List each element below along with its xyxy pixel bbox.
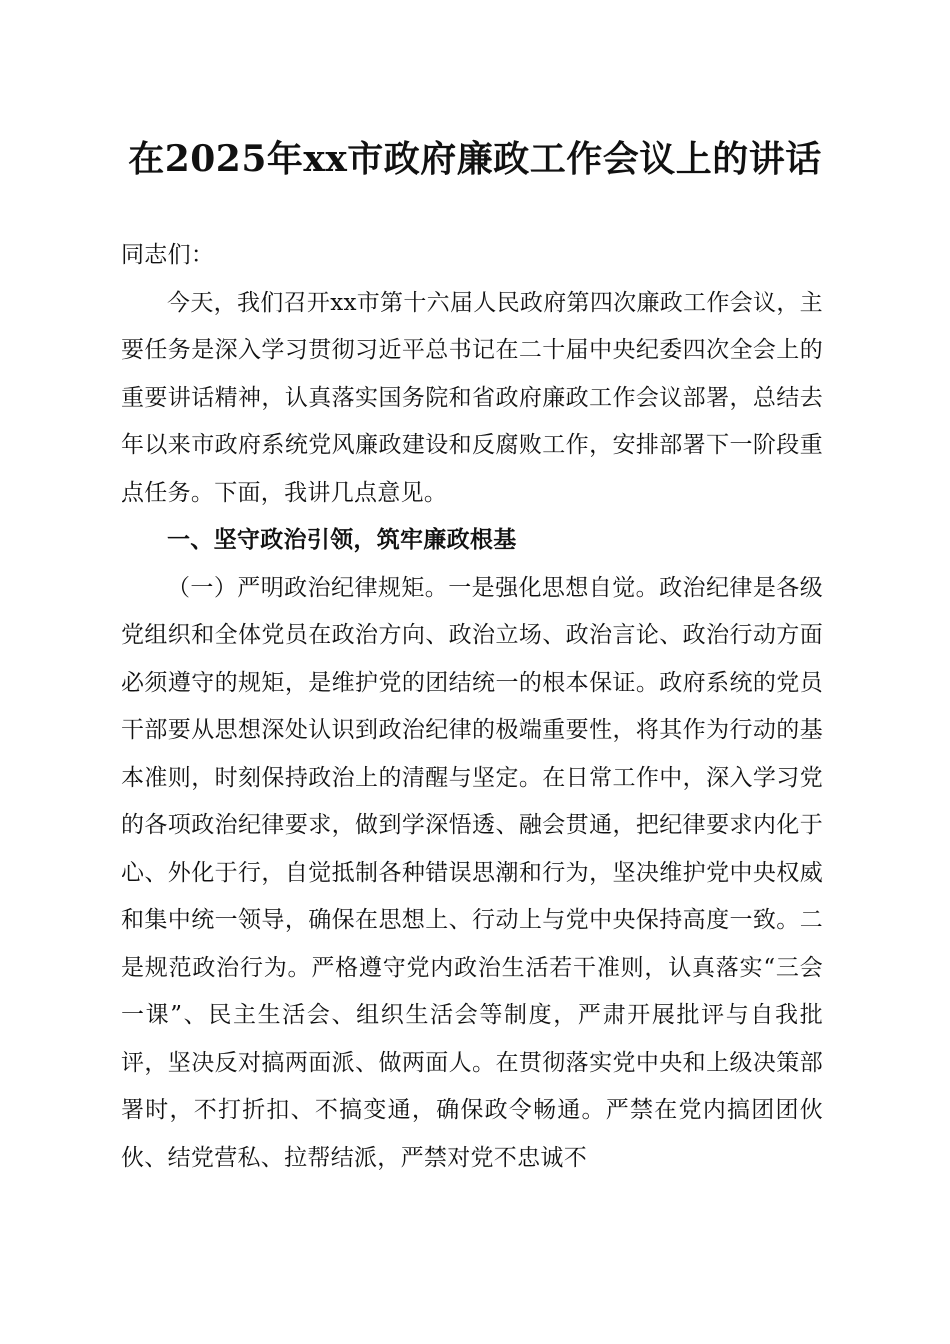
section-heading-1: 一、坚守政治引领，筑牢廉政根基 [167,527,517,553]
subsection-heading-1: （一）严明政治纪律规矩。 [167,574,449,601]
subsection-body-1: 一是强化思想自觉。政治纪律是各级党组织和全体党员在政治方向、政治立场、政治言论、政治行动方面必须遵守的规矩，是维护党的团结统一的根本保证。政府系统的党员干部要从思想深处认识到政治纪律的极端重要性，将其作为行动的基本准则，时刻保持政治上的清醒与坚定。在日常工作中，深入学习党的各项政治纪律要求，做到学深悟透、融会贯通，把纪律要求内化于心、外化于行，自觉抵制各种错误思潮和行为，坚决维护党中央权威和集中统一领导，确保在思想上、行动上与党中央保持高度一致。二是规范政治行为。严格遵守党内政治生活若干准则，认真落实“三会一课”、民主生活会、组织生活会等制度，严肃开展批评与自我批评，坚决反对搞两面派、做两面人。在贯彻落实党中央和上级决策部署时，不打折扣、不搞变通，确保政令畅通。严禁在党内搞团团伙伙、结党营私、拉帮结派，严禁对党不忠诚不 [121,574,823,1171]
intro-paragraph: 今天，我们召开xx市第十六届人民政府第四次廉政工作会议，主要任务是深入学习贯彻习近平总书记在二十届中央纪委四次全会上的重要讲话精神，认真落实国务院和省政府廉政工作会议部署，总结去年以来市政府系统党风廉政建设和反腐败工作，安排部署下一阶段重点任务。下面，我讲几点意见。 [121,289,823,506]
subsection-paragraph-1 [121,565,823,1183]
document-body [121,232,823,1182]
salutation: 同志们： [121,242,215,268]
document-title: 在2025年xx市政府廉政工作会议上的讲话 [128,138,822,180]
